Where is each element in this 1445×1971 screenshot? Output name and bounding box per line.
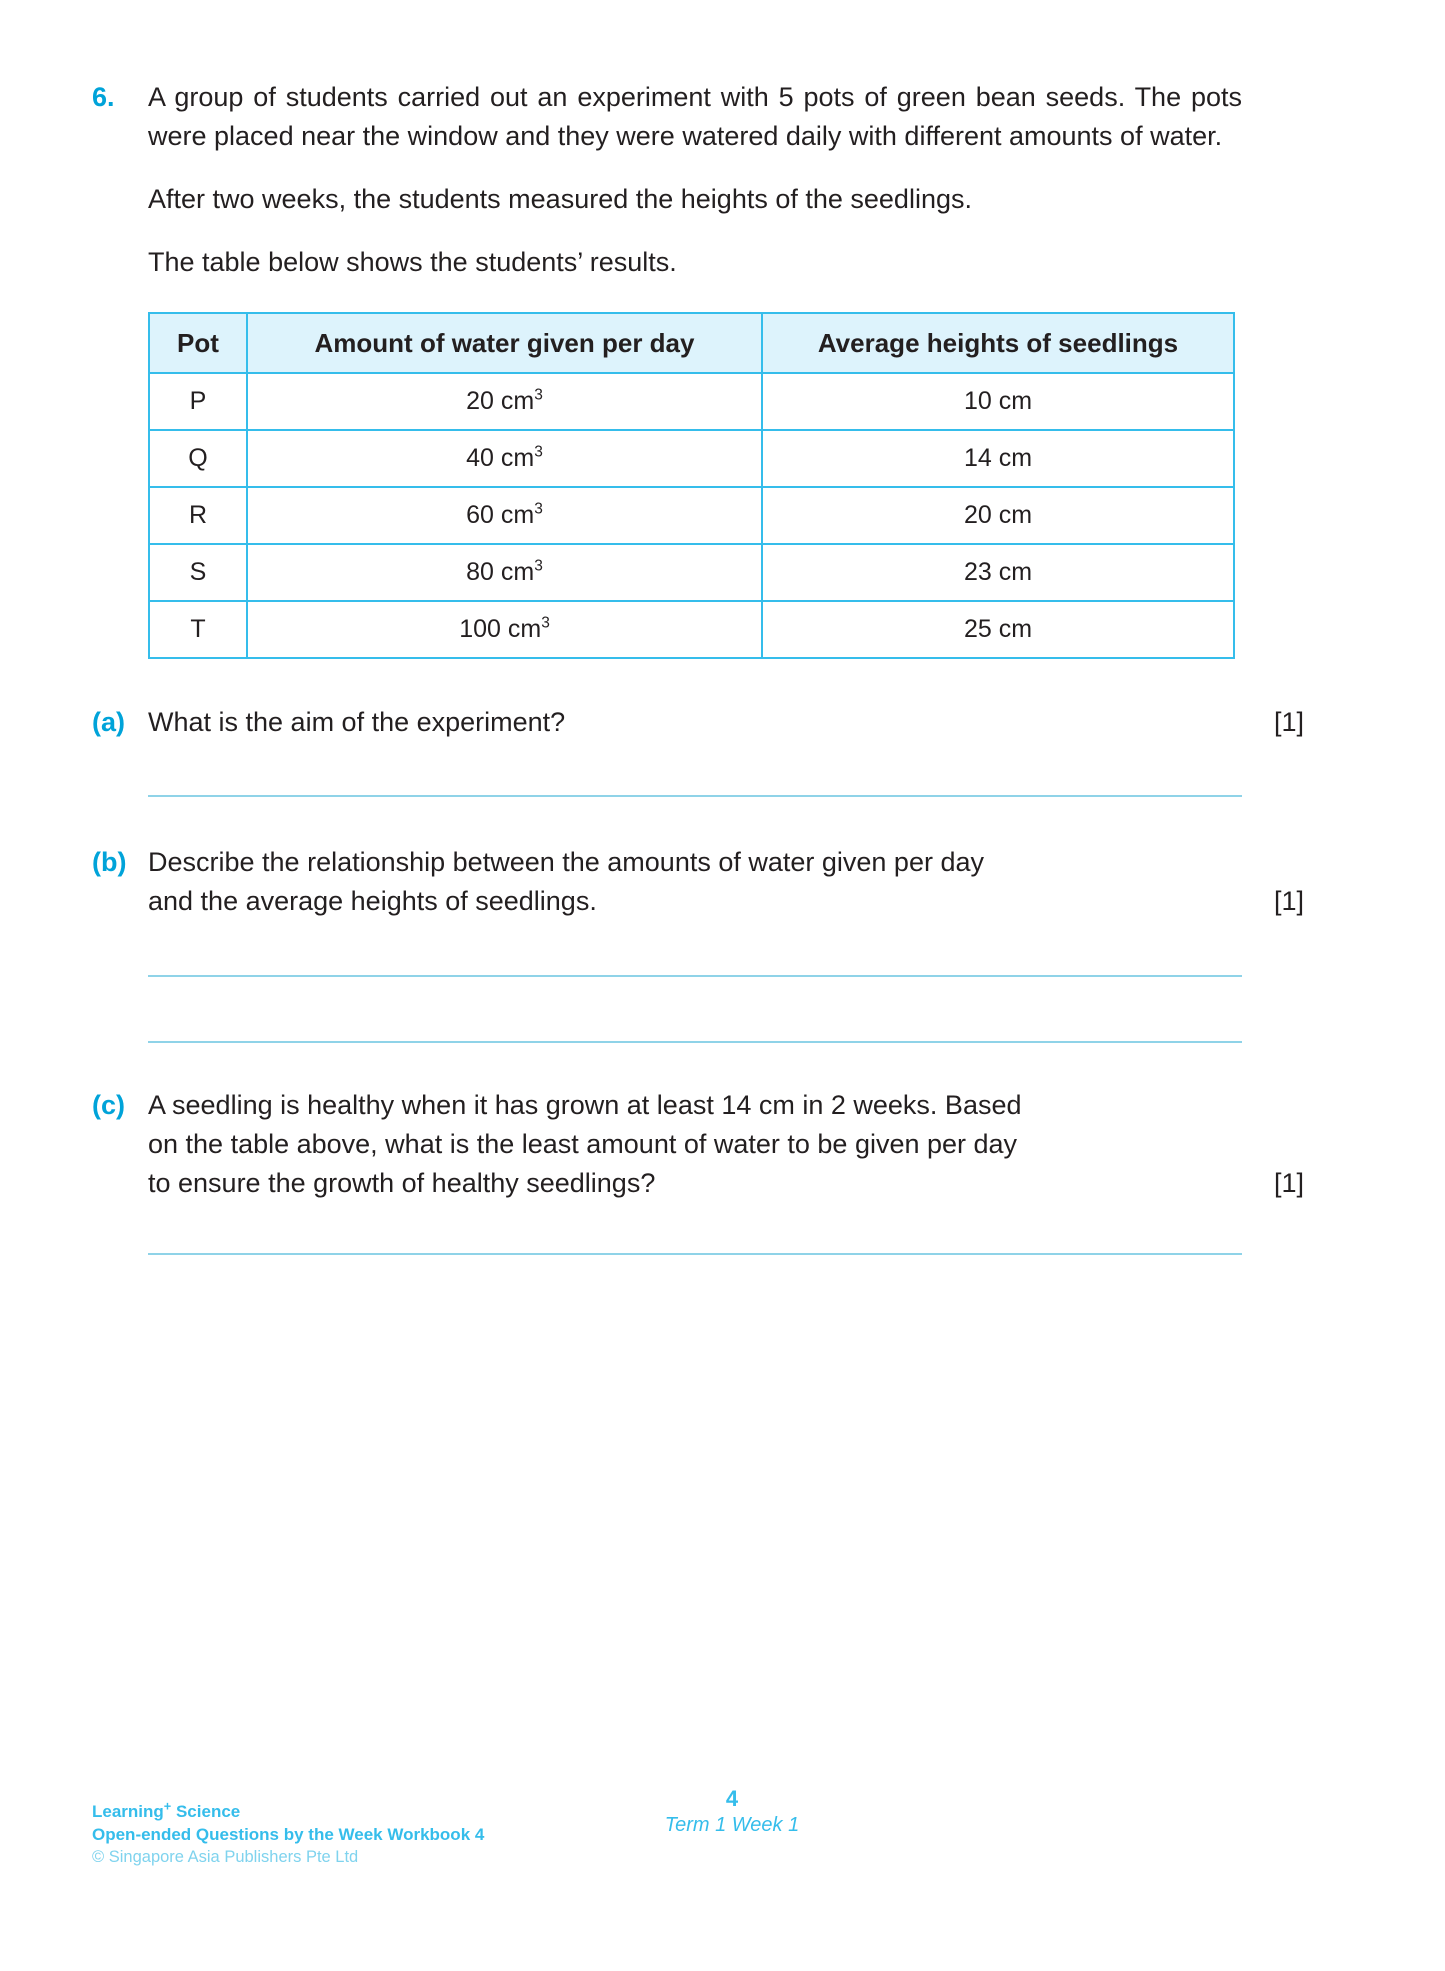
water-exponent: 3 xyxy=(534,443,543,461)
question-header xyxy=(92,78,1242,659)
question-paragraph-2: After two weeks, the students measured the heights of the seedlings. xyxy=(148,184,972,214)
cell-water xyxy=(247,544,762,601)
subquestion-c-row xyxy=(92,1086,1304,1203)
table-row xyxy=(149,430,1234,487)
page-number: 4 xyxy=(725,1786,739,1811)
water-value: 20 xyxy=(466,387,494,415)
subquestion-a-prompt: What is the aim of the experiment? xyxy=(148,707,566,737)
column-header-water: Amount of water given per day xyxy=(247,313,762,373)
subquestion-b xyxy=(92,843,1304,921)
answer-line-b-2[interactable] xyxy=(148,1041,1242,1043)
answer-line-c-1[interactable] xyxy=(148,1253,1242,1255)
answer-line-b-1[interactable] xyxy=(148,975,1242,977)
cell-height: 20 cm xyxy=(762,487,1234,544)
subquestion-c-line-3: to ensure the growth of healthy seedlings? xyxy=(148,1168,656,1198)
cell-water xyxy=(247,373,762,430)
footer-brand-plus: + xyxy=(163,1798,172,1814)
cell-height: 23 cm xyxy=(762,544,1234,601)
column-header-pot: Pot xyxy=(149,313,247,373)
subquestion-a-label: (a) xyxy=(92,707,125,737)
table-head xyxy=(149,313,1234,373)
water-exponent: 3 xyxy=(534,557,543,575)
question-block xyxy=(92,78,1242,659)
cell-pot: T xyxy=(149,601,247,658)
cell-pot: Q xyxy=(149,430,247,487)
water-exponent: 3 xyxy=(534,500,543,518)
cell-pot: P xyxy=(149,373,247,430)
subquestion-c xyxy=(92,1086,1304,1203)
answer-line-a-1[interactable] xyxy=(148,795,1242,797)
table-row xyxy=(149,601,1234,658)
cell-water xyxy=(247,487,762,544)
table-header-row xyxy=(149,313,1234,373)
subquestion-a-marks: [1] xyxy=(1273,707,1304,737)
subquestion-b-text xyxy=(148,843,1304,921)
subquestion-c-text xyxy=(148,1086,1304,1203)
subquestion-b-line-1: Describe the relationship between the amounts of water given per day xyxy=(148,847,984,877)
subquestion-b-marks: [1] xyxy=(1273,886,1304,916)
water-unit: cm xyxy=(500,558,535,586)
water-value: 100 xyxy=(459,615,501,643)
subquestion-a-text xyxy=(148,703,1304,742)
subquestion-c-marks: [1] xyxy=(1273,1168,1304,1198)
subquestion-c-label: (c) xyxy=(92,1090,125,1120)
cell-pot: R xyxy=(149,487,247,544)
footer-term: Term 1 Week 1 xyxy=(664,1814,800,1836)
subquestion-a-row xyxy=(92,703,1304,742)
question-number: 6. xyxy=(92,82,115,112)
column-header-height: Average heights of seedlings xyxy=(762,313,1234,373)
footer-brand-name: Learning xyxy=(92,1802,164,1821)
water-unit: cm xyxy=(500,444,535,472)
results-table-wrapper xyxy=(148,312,1233,659)
water-value: 80 xyxy=(466,558,494,586)
water-exponent: 3 xyxy=(541,614,550,632)
cell-height: 25 cm xyxy=(762,601,1234,658)
cell-height: 14 cm xyxy=(762,430,1234,487)
table-row xyxy=(149,373,1234,430)
table-row xyxy=(149,544,1234,601)
question-paragraph-1: A group of students carried out an experiment with 5 pots of green bean seeds. The pots were placed near the window and they were watered daily with different amounts of water. xyxy=(148,82,1242,151)
footer-center xyxy=(622,1786,842,1838)
footer-left xyxy=(92,1800,484,1869)
table-row xyxy=(149,487,1234,544)
cell-height: 10 cm xyxy=(762,373,1234,430)
water-exponent: 3 xyxy=(534,386,543,404)
results-table xyxy=(148,312,1235,659)
water-value: 60 xyxy=(466,501,494,529)
question-body xyxy=(148,78,1242,659)
subquestion-b-line-2: and the average heights of seedlings. xyxy=(148,886,597,916)
subquestion-b-row xyxy=(92,843,1304,921)
footer-copyright: © Singapore Asia Publishers Pte Ltd xyxy=(92,1848,359,1866)
water-unit: cm xyxy=(500,501,535,529)
footer-brand xyxy=(92,1800,484,1823)
footer-brand-subject: Science xyxy=(171,1802,241,1821)
subquestion-c-line-1: A seedling is healthy when it has grown at least 14 cm in 2 weeks. Based xyxy=(148,1090,1022,1120)
subquestion-c-line-2: on the table above, what is the least amount of water to be given per day xyxy=(148,1129,1018,1159)
footer-title: Open-ended Questions by the Week Workbook 4 xyxy=(92,1825,485,1844)
cell-pot: S xyxy=(149,544,247,601)
subquestion-b-label: (b) xyxy=(92,847,127,877)
water-value: 40 xyxy=(466,444,494,472)
water-unit: cm xyxy=(507,615,542,643)
cell-water xyxy=(247,601,762,658)
table-body xyxy=(149,373,1234,658)
cell-water xyxy=(247,430,762,487)
subquestion-a xyxy=(92,703,1304,742)
question-paragraph-3: The table below shows the students’ results. xyxy=(148,247,677,277)
water-unit: cm xyxy=(500,387,535,415)
